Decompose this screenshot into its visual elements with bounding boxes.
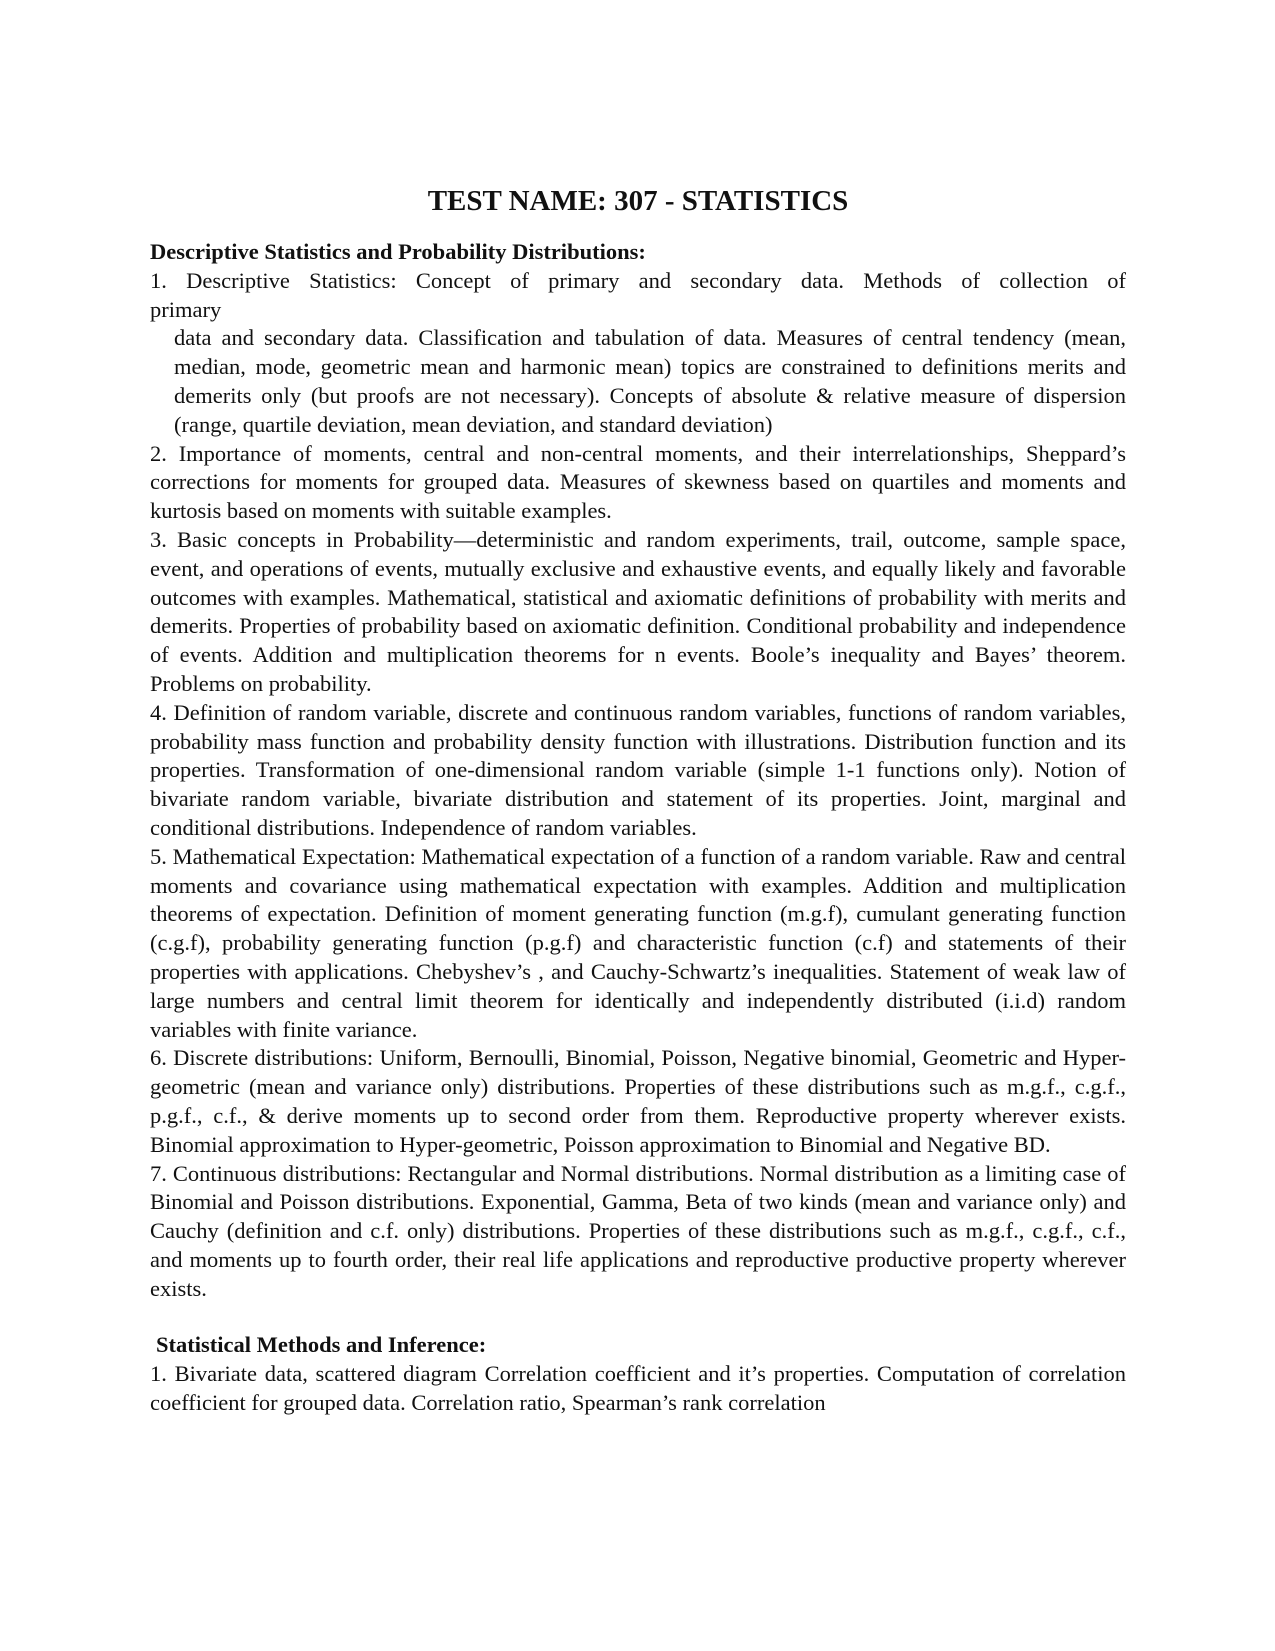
list-item-mathematical-expectation: 5. Mathematical Expectation: Mathematical expectation of a function of a random variable. Raw and central moments and covariance using mathematical expectation with examples. Addition and multiplication theorems of expectation. Definition of moment generating function (m.g.f), cumulant generating function (c.g.f), probability generating function (p.g.f) and characteristic function (c.f) and statements of their properties with applications. Chebyshev’s , and Cauchy-Schwartz’s inequalities. Statement of weak law of large numbers and central limit theorem for identically and independently distributed (i.i.d) random variables with finite variance.	[150, 843, 1126, 1042]
list-item-random-variable: 4. Definition of random variable, discrete and continuous random variables, functions of random variables, probability mass function and probability density function with illustrations. Distribution function and its properties. Transformation of one-dimensional random variable (simple 1-1 functions only). Notion of bivariate random variable, bivariate distribution and statement of its properties. Joint, marginal and conditional distributions. Independence of random variables.	[150, 699, 1126, 840]
list-item-probability: 3. Basic concepts in Probability—deterministic and random experiments, trail, outcome, sample space, event, and operations of events, mutually exclusive and exhaustive events, and equally likely and favorable outcomes with examples. Mathematical, statistical and axiomatic definitions of probability with merits and demerits. Properties of probability based on axiomatic definition. Conditional probability and independence of events. Addition and multiplication theorems for n events. Boole’s inequality and Bayes’ theorem. Problems on probability.	[150, 526, 1126, 696]
list-item-continuation: data and secondary data. Classification and tabulation of data. Measures of central tendency (mean, median, mode, geometric mean and harmonic mean) topics are constrained to definitions merits and demerits only (but proofs are not necessary). Concepts of absolute & relative measure of dispersion (range, quartile deviation, mean deviation, and standard deviation)	[174, 325, 1126, 437]
document-page	[150, 178, 1126, 1418]
section-heading-statistical-methods: Statistical Methods and Inference:	[156, 1332, 487, 1358]
list-item-descriptive-statistics	[150, 267, 1126, 440]
list-item-second-line: primary	[150, 296, 222, 322]
list-item-bivariate-data: 1. Bivariate data, scattered diagram Correlation coefficient and it’s properties. Computation of correlation coefficient for grouped data. Correlation ratio, Spearman’s rank correlation	[150, 1361, 1126, 1416]
list-item-continuous-distributions: 7. Continuous distributions: Rectangular and Normal distributions. Normal distribution as a limiting case of Binomial and Poisson distributions. Exponential, Gamma, Beta of two kinds (mean and variance only) and Cauchy (definition and c.f. only) distributions. Properties of these distributions such as m.g.f., c.g.f., c.f., and moments up to fourth order, their real life applications and reproductive productive property wherever exists.	[150, 1160, 1126, 1301]
section-heading-descriptive-statistics: Descriptive Statistics and Probability Distributions:	[150, 239, 646, 264]
list-item-discrete-distributions: 6. Discrete distributions: Uniform, Bernoulli, Binomial, Poisson, Negative binomial, Geometric and Hyper-geometric (mean and variance only) distributions. Properties of these distributions such as m.g.f., c.g.f., p.g.f., c.f., & derive moments up to second order from them. Reproductive property wherever exists. Binomial approximation to Hyper-geometric, Poisson approximation to Binomial and Negative BD.	[150, 1045, 1126, 1157]
list-item-first-line: 1. Descriptive Statistics: Concept of primary and secondary data. Methods of collection of	[150, 267, 1126, 293]
document-title: TEST NAME: 307 - STATISTICS	[427, 185, 849, 217]
list-item-moments: 2. Importance of moments, central and non-central moments, and their interrelationships, Sheppard’s corrections for moments for grouped data. Measures of skewness based on quartiles and moments and kurtosis based on moments with suitable examples.	[150, 440, 1126, 524]
